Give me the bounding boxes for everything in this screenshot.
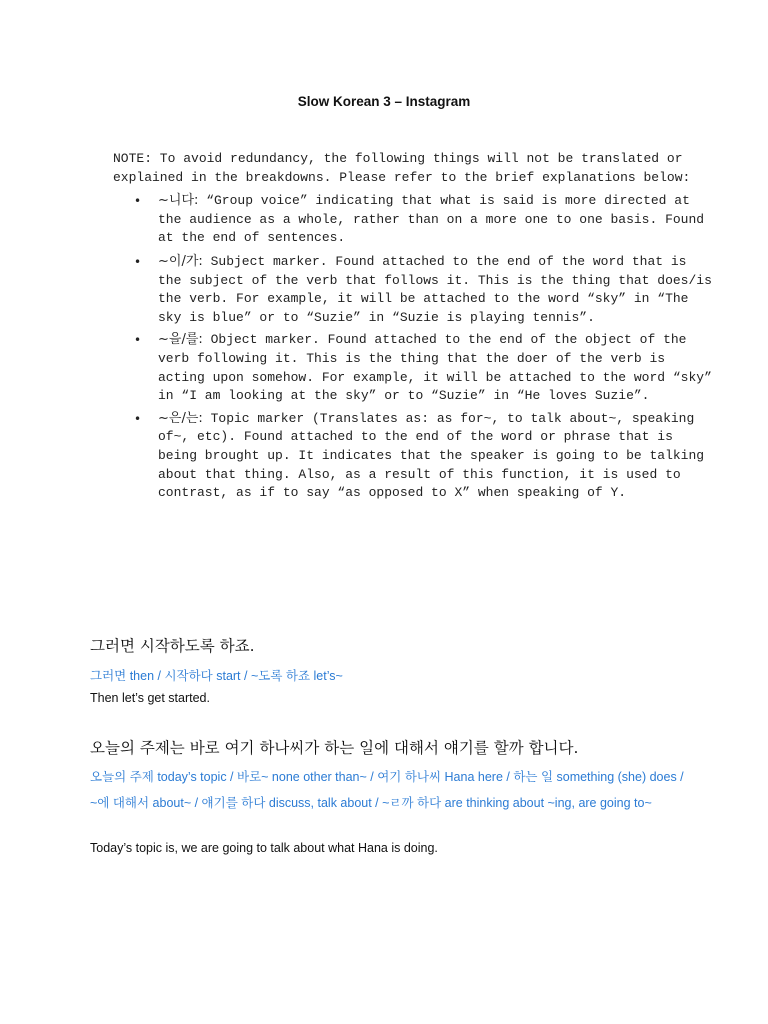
vocab-gloss: 그러면 then / 시작하다 start / ~도록 하죠 let’s~ [90, 669, 343, 683]
english-translation: Today’s topic is, we are going to talk about what Hana is doing. [90, 841, 438, 855]
bullet-text: Object marker. Found attached to the end of the object of the verb following it. This is the thing that the doer of the verb is acting upon somehow. For example, it will be attached to the word “sky” in “I am looking at the sky” or to “Suzie” in “He loves Suzie”. [158, 332, 712, 404]
bullet-dot-icon: • [134, 254, 142, 269]
bullet-item [113, 410, 713, 503]
bullet-item [113, 331, 713, 405]
korean-sentence: 오늘의 주제는 바로 여기 하나씨가 하는 일에 대해서 얘기를 할까 합니다. [90, 739, 579, 757]
vocab-gloss: 오늘의 주제 today’s topic / 바로~ none other than~ / 여기 하나씨 Hana here / 하는 일 something (she) does / ~에 대해서 about~ / 얘기를 하다 discuss, talk about / ~ㄹ까 하다 are thinking about ~ing, are going to~ [90, 770, 684, 810]
bullet-term: ~을/를: [158, 332, 203, 348]
english-translation: Then let’s get started. [90, 691, 210, 705]
bullet-item [113, 192, 713, 248]
bullet-term: ~은/는: [158, 410, 203, 426]
bullet-dot-icon: • [134, 194, 142, 209]
document-title: Slow Korean 3 – Instagram [297, 94, 471, 109]
bullet-dot-icon: • [134, 411, 142, 426]
korean-sentence: 그러면 시작하도록 하죠. [90, 637, 255, 655]
note-intro: NOTE: To avoid redundancy, the following things will not be translated or explained in the breakdowns. Please refer to the brief explanations below: [113, 151, 691, 185]
bullet-text: Topic marker (Translates as: as for~, to talk about~, speaking of~, etc). Found attached to the end of the word or phrase that is being brought up. It indicates that the speaker is going to be talking about that thing. Also, as a result of this function, it is used to contrast, as if to say “as opposed to X” when speaking of Y. [158, 410, 705, 501]
note-block [113, 150, 713, 503]
bullet-text: Subject marker. Found attached to the end of the word that is the subject of the verb that follows it. This is the thing that does/is the verb. For example, it will be attached to the word “sky” in “The sky is blue” or to “Suzie” in “Suzie is playing tennis”. [158, 253, 712, 325]
bullet-text: “Group voice” indicating that what is said is more directed at the audience as a whole, rather than on a more one to one basis. Found at the end of sentences. [158, 193, 705, 246]
bullet-term: ~이/가: [158, 253, 203, 269]
bullet-dot-icon: • [134, 333, 142, 348]
bullet-item [113, 253, 713, 327]
bullet-list [113, 192, 713, 503]
bullet-term: ~니다: [158, 193, 199, 209]
